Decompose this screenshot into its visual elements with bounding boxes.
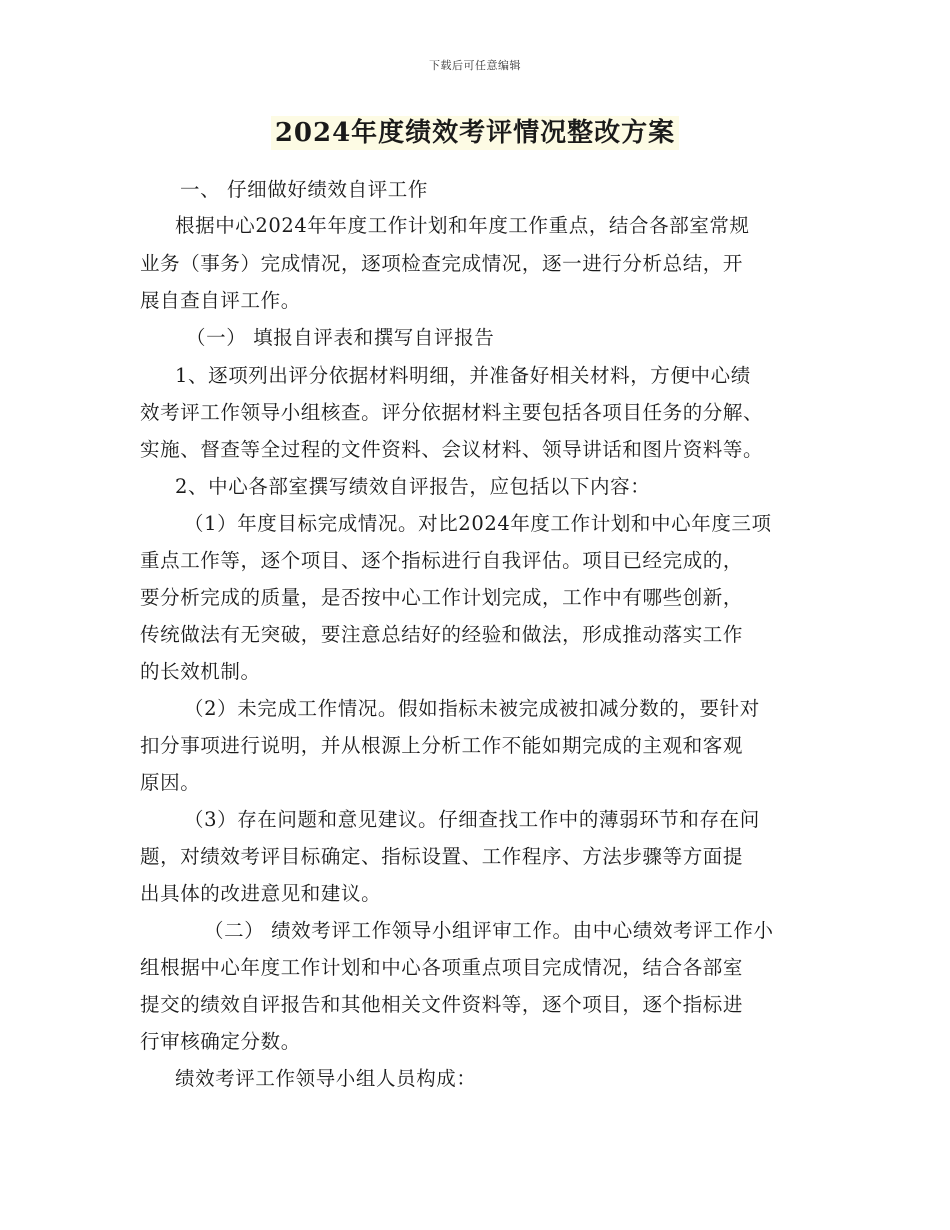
- paragraph-line: 题，对绩效考评目标确定、指标设置、工作程序、方法步骤等方面提: [140, 845, 744, 868]
- paragraph-line: （1）年度目标完成情况。对比2024年度工作计划和中心年度三项: [184, 512, 772, 535]
- paragraph-line: 组根据中心年度工作计划和中心各项重点项目完成情况，结合各部室: [140, 956, 744, 979]
- section-heading-1: 一、 仔细做好绩效自评工作: [180, 178, 428, 201]
- paragraph-line: 要分析完成的质量，是否按中心工作计划完成，工作中有哪些创新，: [140, 586, 744, 609]
- paragraph-line: 的长效机制。: [140, 660, 261, 683]
- paragraph-line: 传统做法有无突破，要注意总结好的经验和做法，形成推动落实工作: [140, 623, 744, 646]
- paragraph-line: （3）存在问题和意见建议。仔细查找工作中的薄弱环节和存在问: [184, 808, 760, 831]
- paragraph-line: 实施、督查等全过程的文件资料、会议材料、领导讲话和图片资料等。: [140, 438, 764, 461]
- paragraph-line: 重点工作等，逐个项目、逐个指标进行自我评估。项目已经完成的，: [140, 549, 744, 572]
- paragraph-line: 扣分事项进行说明，并从根源上分析工作不能如期完成的主观和客观: [140, 734, 744, 757]
- document-title: [0, 112, 950, 149]
- paragraph-line: 提交的绩效自评报告和其他相关文件资料等，逐个项目，逐个指标进: [140, 993, 744, 1016]
- paragraph-line: 2、中心各部室撰写绩效自评报告，应包括以下内容：: [175, 475, 651, 498]
- paragraph-line: 根据中心2024年年度工作计划和年度工作重点，结合各部室常规: [175, 214, 750, 237]
- subsection-heading-2: （二） 绩效考评工作领导小组评审工作。由中心绩效考评工作小: [204, 919, 774, 942]
- header-note: 下载后可任意编辑: [429, 59, 521, 72]
- paragraph-line: 行审核确定分数。: [140, 1030, 301, 1053]
- paragraph-line: 出具体的改进意见和建议。: [140, 882, 382, 905]
- paragraph-line: 绩效考评工作领导小组人员构成：: [175, 1067, 477, 1090]
- paragraph-line: 业务（事务）完成情况，逐项检查完成情况，逐一进行分析总结，开: [140, 252, 744, 275]
- paragraph-line: （2）未完成工作情况。假如指标未被完成被扣减分数的，要针对: [184, 697, 760, 720]
- paragraph-line: 1、逐项列出评分依据材料明细，并准备好相关材料，方便中心绩: [175, 364, 751, 387]
- subsection-heading-1: （一） 填报自评表和撰写自评报告: [186, 326, 495, 349]
- paragraph-line: 展自查自评工作。: [140, 289, 301, 312]
- title-text: 2024年度绩效考评情况整改方案: [271, 116, 679, 150]
- paragraph-line: 原因。: [140, 771, 201, 794]
- paragraph-line: 效考评工作领导小组核查。评分依据材料主要包括各项目任务的分解、: [140, 401, 764, 424]
